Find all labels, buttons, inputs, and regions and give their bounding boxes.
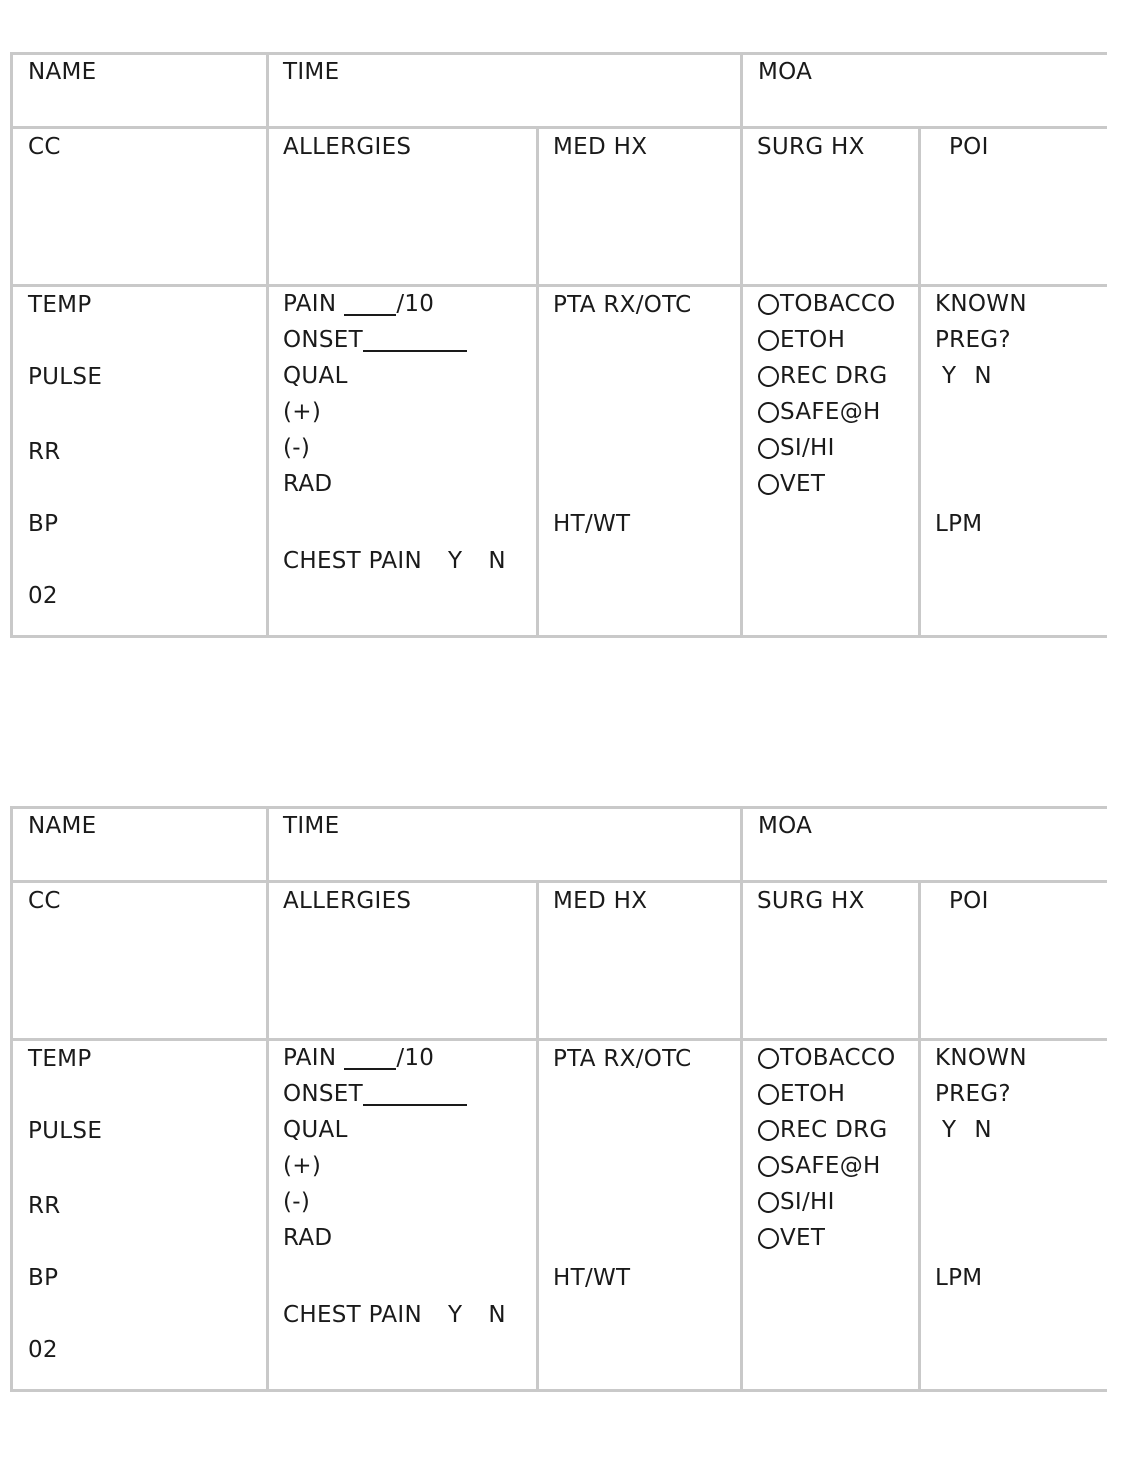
- onset-blank[interactable]: [363, 1082, 467, 1106]
- grid-line: [10, 126, 1107, 129]
- allergies-label: ALLERGIES: [283, 888, 412, 914]
- moa-label: MOA: [758, 813, 813, 839]
- social-item[interactable]: TOBACCO: [758, 1040, 896, 1076]
- med-hx-label: MED HX: [553, 888, 648, 914]
- known-label: KNOWN: [935, 291, 1027, 317]
- grid-line: [266, 52, 269, 638]
- chest-pain-no[interactable]: N: [488, 1302, 506, 1328]
- pain-scale: /10: [396, 1045, 435, 1071]
- cc-label: CC: [28, 134, 61, 160]
- grid-line: [266, 806, 269, 1392]
- allergies-label: ALLERGIES: [283, 134, 412, 160]
- radio-icon[interactable]: [758, 1192, 779, 1213]
- chest-pain-label: CHEST PAIN: [283, 548, 422, 574]
- rad-label: RAD: [283, 471, 333, 497]
- onset-label: ONSET: [283, 327, 363, 353]
- social-item[interactable]: SI/HI: [758, 1184, 896, 1220]
- preg-yes[interactable]: Y: [942, 363, 957, 389]
- known-label: KNOWN: [935, 1045, 1027, 1071]
- grid-line: [10, 806, 13, 1392]
- social-item[interactable]: VET: [758, 1220, 896, 1256]
- patient-form-2: [10, 806, 1107, 1392]
- qual-label: QUAL: [283, 363, 348, 389]
- pain-blank[interactable]: [344, 1046, 396, 1070]
- radio-icon[interactable]: [758, 330, 779, 351]
- grid-line: [10, 806, 1107, 809]
- o2-label: 02: [28, 1337, 58, 1363]
- radio-icon[interactable]: [758, 1084, 779, 1105]
- pulse-label: PULSE: [28, 364, 103, 390]
- preg-no[interactable]: N: [974, 1117, 992, 1143]
- chest-pain-yes[interactable]: Y: [447, 548, 463, 574]
- surg-hx-label: SURG HX: [757, 888, 865, 914]
- grid-line: [10, 52, 1107, 55]
- pain-label: PAIN: [283, 291, 337, 317]
- social-item[interactable]: SI/HI: [758, 430, 896, 466]
- chest-pain-row: [283, 1304, 506, 1327]
- chest-pain-yes[interactable]: Y: [447, 1302, 463, 1328]
- social-item[interactable]: REC DRG: [758, 358, 896, 394]
- grid-line: [536, 880, 539, 1392]
- pulse-label: PULSE: [28, 1118, 103, 1144]
- social-checklist: [758, 1040, 896, 1256]
- med-hx-label: MED HX: [553, 134, 648, 160]
- preg-yes[interactable]: Y: [942, 1117, 957, 1143]
- lpm-label: LPM: [935, 1265, 983, 1291]
- onset-blank[interactable]: [363, 328, 467, 352]
- poi-label: POI: [949, 134, 989, 160]
- grid-line: [536, 126, 539, 638]
- radio-icon[interactable]: [758, 402, 779, 423]
- minus-label: (-): [283, 1189, 311, 1215]
- chest-pain-no[interactable]: N: [488, 548, 506, 574]
- htwt-label: HT/WT: [553, 1265, 631, 1291]
- lpm-label: LPM: [935, 511, 983, 537]
- radio-icon[interactable]: [758, 1228, 779, 1249]
- qual-label: QUAL: [283, 1117, 348, 1143]
- moa-label: MOA: [758, 59, 813, 85]
- social-item[interactable]: SAFE@H: [758, 1148, 896, 1184]
- chest-pain-row: [283, 550, 506, 573]
- radio-icon[interactable]: [758, 474, 779, 495]
- rad-label: RAD: [283, 1225, 333, 1251]
- name-label: NAME: [28, 813, 97, 839]
- radio-icon[interactable]: [758, 1120, 779, 1141]
- pregnancy-section: [935, 286, 1027, 394]
- bp-label: BP: [28, 511, 59, 537]
- temp-label: TEMP: [28, 1046, 92, 1072]
- minus-label: (-): [283, 435, 311, 461]
- poi-label: POI: [949, 888, 989, 914]
- pta-label: PTA RX/OTC: [553, 292, 692, 318]
- time-label: TIME: [283, 59, 340, 85]
- time-label: TIME: [283, 813, 340, 839]
- grid-line: [10, 635, 1107, 638]
- social-item[interactable]: VET: [758, 466, 896, 502]
- pregnancy-section: [935, 1040, 1027, 1148]
- cc-label: CC: [28, 888, 61, 914]
- grid-line: [10, 880, 1107, 883]
- social-item[interactable]: ETOH: [758, 322, 896, 358]
- pain-section: [283, 286, 467, 502]
- onset-label: ONSET: [283, 1081, 363, 1107]
- bp-label: BP: [28, 1265, 59, 1291]
- pain-scale: /10: [396, 291, 435, 317]
- social-item[interactable]: SAFE@H: [758, 394, 896, 430]
- grid-line: [10, 1389, 1107, 1392]
- rr-label: RR: [28, 439, 61, 465]
- social-item[interactable]: TOBACCO: [758, 286, 896, 322]
- pta-label: PTA RX/OTC: [553, 1046, 692, 1072]
- form-grid: [10, 52, 1107, 638]
- chest-pain-label: CHEST PAIN: [283, 1302, 422, 1328]
- patient-form-1: [10, 52, 1107, 638]
- grid-line: [918, 126, 921, 638]
- plus-label: (+): [283, 399, 322, 425]
- htwt-label: HT/WT: [553, 511, 631, 537]
- pain-blank[interactable]: [344, 292, 396, 316]
- radio-icon[interactable]: [758, 1156, 779, 1177]
- pain-label: PAIN: [283, 1045, 337, 1071]
- name-label: NAME: [28, 59, 97, 85]
- social-checklist: [758, 286, 896, 502]
- rr-label: RR: [28, 1193, 61, 1219]
- grid-line: [740, 52, 743, 638]
- plus-label: (+): [283, 1153, 322, 1179]
- o2-label: 02: [28, 583, 58, 609]
- radio-icon[interactable]: [758, 366, 779, 387]
- preg-label: PREG?: [935, 1081, 1011, 1107]
- preg-no[interactable]: N: [974, 363, 992, 389]
- social-item[interactable]: REC DRG: [758, 1112, 896, 1148]
- radio-icon[interactable]: [758, 1048, 779, 1069]
- radio-icon[interactable]: [758, 294, 779, 315]
- surg-hx-label: SURG HX: [757, 134, 865, 160]
- radio-icon[interactable]: [758, 438, 779, 459]
- preg-label: PREG?: [935, 327, 1011, 353]
- form-grid: [10, 806, 1107, 1392]
- grid-line: [740, 806, 743, 1392]
- grid-line: [918, 880, 921, 1392]
- social-item[interactable]: ETOH: [758, 1076, 896, 1112]
- pain-section: [283, 1040, 467, 1256]
- grid-line: [10, 52, 13, 638]
- temp-label: TEMP: [28, 292, 92, 318]
